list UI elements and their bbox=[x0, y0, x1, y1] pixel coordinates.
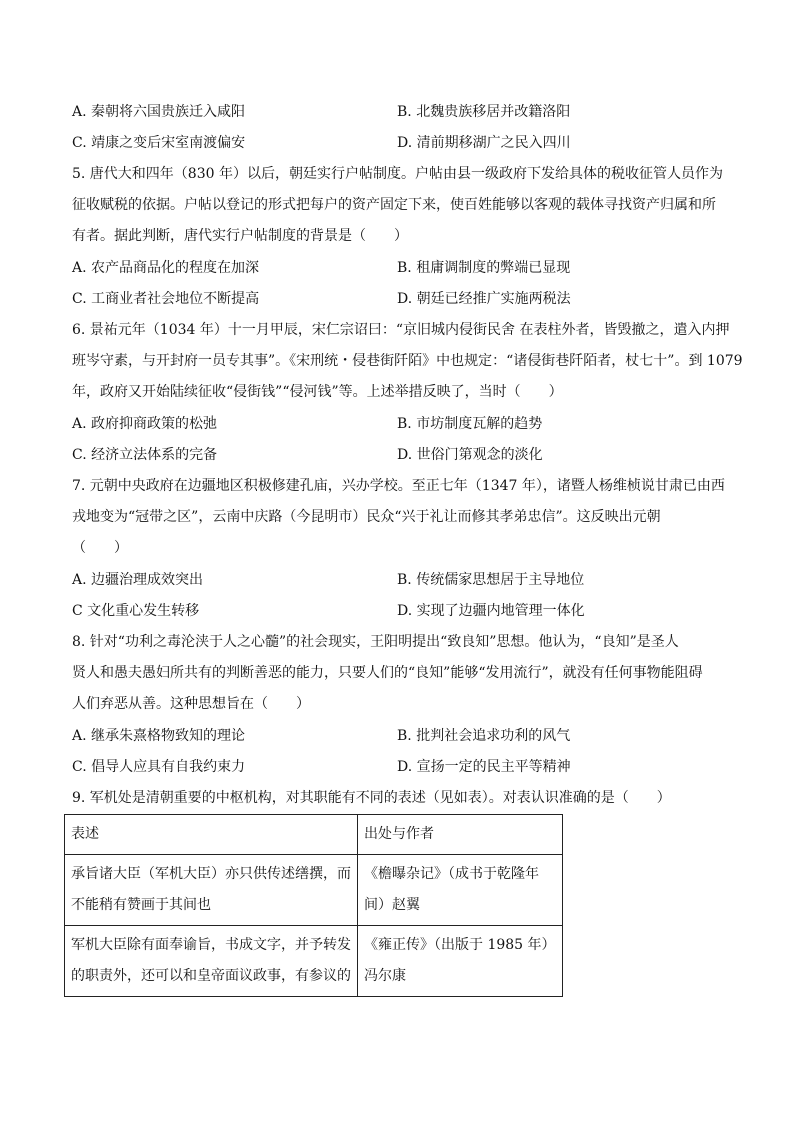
q5-option-d: D. 朝廷已经推广实施两税法 bbox=[397, 291, 571, 307]
table-row1-desc-line2: 不能稍有赞画于其间也 bbox=[71, 897, 211, 913]
q4-option-a: A. 秦朝将六国贵族迁入咸阳 bbox=[72, 104, 246, 120]
table-row1-src-line1: 《檐曝杂记》（成书于乾隆年 bbox=[364, 866, 539, 882]
table-row2-src bbox=[358, 926, 563, 997]
q4-option-d: D. 清前期移湖广之民入四川 bbox=[397, 135, 571, 151]
table-row1-src bbox=[358, 855, 563, 926]
q6-stem-line1: 6. 景祐元年（1034 年）十一月甲辰，宋仁宗诏曰：“京旧城内侵街民舍 在表柱外者，皆毁撤之，遣入内押 bbox=[72, 322, 730, 338]
q7-stem-line2: 戎地变为“冠带之区”，云南中庆路（今昆明市）民众“兴于礼让而修其孝弟忠信”。这反映出元朝 bbox=[72, 509, 661, 525]
q8-option-d: D. 宣扬一定的民主平等精神 bbox=[397, 759, 571, 775]
table-header-desc-text: 表述 bbox=[71, 826, 99, 842]
q7-stem-line3: （ ） bbox=[72, 540, 128, 556]
q7-option-b: B. 传统儒家思想居于主导地位 bbox=[397, 572, 585, 588]
table-row2-src-line1: 《雍正传》（出版于 1985 年） bbox=[364, 937, 556, 953]
q7-stem-line1: 7. 元朝中央政府在边疆地区积极修建孔庙，兴办学校。至正七年（1347 年），诸暨人杨维桢说甘肃已由西 bbox=[72, 478, 725, 494]
q5-option-b: B. 租庸调制度的弊端已显现 bbox=[397, 260, 571, 276]
table-row1-src-line2: 间）赵翼 bbox=[364, 897, 420, 913]
q4-option-c: C. 靖康之变后宋室南渡偏安 bbox=[72, 135, 246, 151]
q6-stem-line2: 班岑守素，与开封府一员专其事”。《宋刑统・侵巷街阡陌》中也规定：“诸侵街巷阡陌者，杖七十”。到 1079 bbox=[72, 353, 743, 369]
q5-stem-line3: 有者。据此判断，唐代实行户帖制度的背景是（ ） bbox=[72, 228, 408, 244]
table-row bbox=[65, 855, 563, 926]
q8-option-c: C. 倡导人应具有自我约束力 bbox=[72, 759, 246, 775]
q7-option-d: D. 实现了边疆内地管理一体化 bbox=[397, 603, 585, 619]
q6-option-d: D. 世俗门第观念的淡化 bbox=[397, 447, 543, 463]
table-row2-desc-line2: 的职责外，还可以和皇帝面议政事，有参议的 bbox=[71, 968, 351, 984]
q6-option-b: B. 市坊制度瓦解的趋势 bbox=[397, 416, 543, 432]
q8-option-b: B. 批判社会追求功利的风气 bbox=[397, 728, 571, 744]
q5-stem-line1: 5. 唐代大和四年（830 年）以后，朝廷实行户帖制度。户帖由县一级政府下发给具体的税收征管人员作为 bbox=[72, 166, 723, 182]
table-header-desc bbox=[65, 815, 358, 855]
q9-stem-line1: 9. 军机处是清朝重要的中枢机构，对其职能有不同的表述（见如表）。对表认识准确的是（ ） bbox=[72, 790, 671, 806]
q8-stem-line1: 8. 针对“功利之毒沦浃于人之心髓”的社会现实，王阳明提出“致良知”思想。他认为，“良知”是圣人 bbox=[72, 634, 679, 650]
q8-stem-line2: 贤人和愚夫愚妇所共有的判断善恶的能力，只要人们的“良知”能够“发用流行”，就没有任何事物能阻碍 bbox=[72, 665, 703, 681]
q8-stem-line3: 人们弃恶从善。这种思想旨在（ ） bbox=[72, 696, 310, 712]
table-header-row bbox=[65, 815, 563, 855]
q5-stem-line2: 征收赋税的依据。户帖以登记的形式把每户的资产固定下来，使百姓能够以客观的载体寻找资产归属和所 bbox=[72, 197, 716, 213]
q4-option-b: B. 北魏贵族移居并改籍洛阳 bbox=[397, 104, 571, 120]
table-row2-src-line2: 冯尔康 bbox=[364, 968, 406, 984]
q6-stem-line3: 年，政府又开始陆续征收“侵街钱”“侵河钱”等。上述举措反映了，当时（ ） bbox=[72, 384, 563, 400]
table-row1-desc bbox=[65, 855, 358, 926]
q6-option-c: C. 经济立法体系的完备 bbox=[72, 447, 218, 463]
table-header-src-text: 出处与作者 bbox=[364, 826, 434, 842]
q8-option-a: A. 继承朱熹格物致知的理论 bbox=[72, 728, 246, 744]
table-row2-desc bbox=[65, 926, 358, 997]
q5-option-a: A. 农产品商品化的程度在加深 bbox=[72, 260, 260, 276]
table-row1-desc-line1: 承旨诸大臣（军机大臣）亦只供传述缮撰，而 bbox=[71, 866, 351, 882]
table-row bbox=[65, 926, 563, 997]
table-header-src bbox=[358, 815, 563, 855]
table-row2-desc-line1: 军机大臣除有面奉谕旨，书成文字，并予转发 bbox=[71, 937, 351, 953]
q7-option-c: C 文化重心发生转移 bbox=[72, 603, 200, 619]
q9-table bbox=[64, 814, 563, 997]
q5-option-c: C. 工商业者社会地位不断提高 bbox=[72, 291, 260, 307]
q7-option-a: A. 边疆治理成效突出 bbox=[72, 572, 204, 588]
q6-option-a: A. 政府抑商政策的松弛 bbox=[72, 416, 218, 432]
